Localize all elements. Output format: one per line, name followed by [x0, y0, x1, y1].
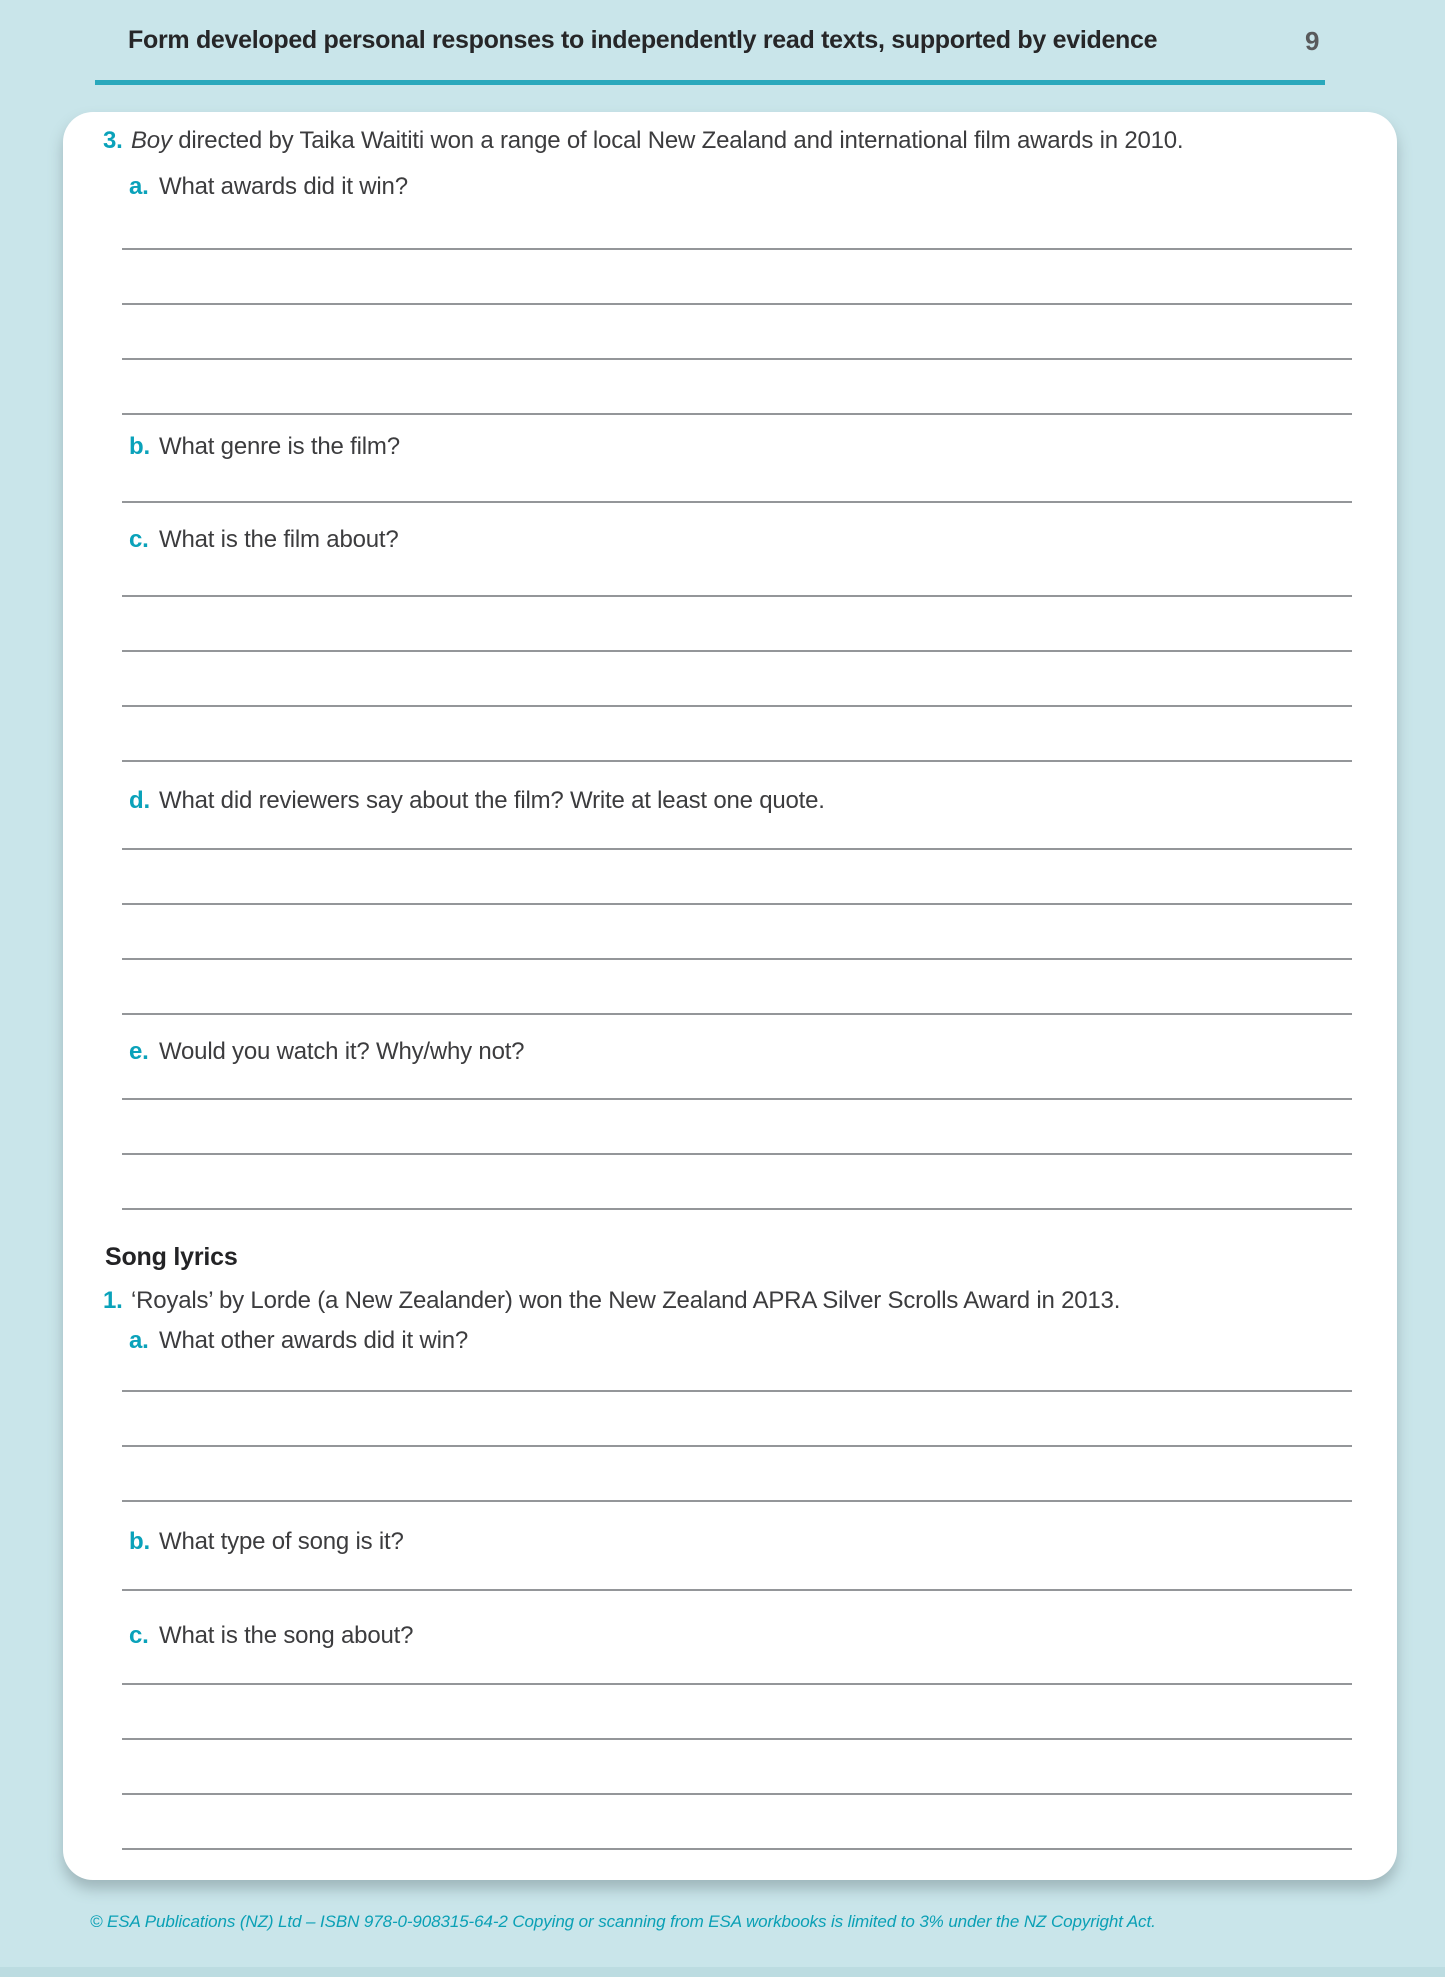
part-question: What genre is the film?	[159, 433, 400, 460]
part-question: What is the film about?	[159, 526, 399, 553]
answer-line	[122, 960, 1352, 1015]
question-1-intro	[103, 1284, 1120, 1318]
answer-line	[122, 1155, 1352, 1210]
header-rule	[95, 80, 1325, 85]
answer-line	[122, 652, 1352, 707]
section-heading-song-lyrics: Song lyrics	[105, 1243, 238, 1271]
page-number: 9	[1305, 26, 1320, 56]
answer-line	[122, 1447, 1352, 1502]
question-text: Boy directed by Taika Waititi won a range of local New Zealand and international film awards in 2010.	[131, 127, 1184, 154]
question-text: ‘Royals’ by Lorde (a New Zealander) won the New Zealand APRA Silver Scrolls Award in 2013.	[131, 1287, 1121, 1314]
part-label: a.	[129, 1327, 149, 1354]
page-title: Form developed personal responses to independently read texts, supported by evidence	[128, 26, 1158, 54]
part-label: d.	[129, 787, 150, 814]
part-question: Would you watch it? Why/why not?	[159, 1038, 525, 1065]
answer-line	[122, 850, 1352, 905]
answer-lines	[122, 1630, 1352, 1850]
question-1c	[129, 1619, 413, 1653]
part-question: What awards did it win?	[159, 173, 408, 200]
question-3e	[129, 1035, 524, 1069]
answer-line	[122, 597, 1352, 652]
answer-line	[122, 1392, 1352, 1447]
part-label: c.	[129, 526, 149, 553]
answer-line	[122, 1795, 1352, 1850]
question-3b	[129, 430, 400, 464]
footer-copyright-text: © ESA Publications (NZ) Ltd – ISBN 978-0-908315-64-2 Copying or scanning from ESA workbooks is limited to 3% under the NZ Copyright Act.	[90, 1912, 1156, 1931]
part-question: What type of song is it?	[159, 1528, 404, 1555]
question-number: 3.	[103, 127, 123, 154]
question-1a	[129, 1324, 468, 1358]
answer-line	[122, 305, 1352, 360]
question-3a	[129, 170, 408, 204]
answer-lines	[122, 795, 1352, 1015]
part-label: b.	[129, 1528, 150, 1555]
answer-lines	[122, 1337, 1352, 1502]
answer-line	[122, 360, 1352, 415]
answer-line	[122, 905, 1352, 960]
film-title-italic: Boy	[131, 127, 172, 154]
answer-lines	[122, 542, 1352, 762]
question-1b	[129, 1525, 404, 1559]
content-card	[63, 112, 1397, 1880]
answer-lines	[122, 195, 1352, 415]
part-label: e.	[129, 1038, 149, 1065]
part-question: What did reviewers say about the film? Write at least one quote.	[159, 787, 825, 814]
answer-line	[122, 1685, 1352, 1740]
part-question: What other awards did it win?	[159, 1327, 469, 1354]
question-3c	[129, 523, 399, 557]
part-label: b.	[129, 433, 150, 460]
part-question: What is the song about?	[159, 1622, 414, 1649]
part-label: a.	[129, 173, 149, 200]
question-3-intro	[103, 124, 1183, 158]
answer-line	[122, 1100, 1352, 1155]
answer-line	[122, 250, 1352, 305]
bottom-edge-strip	[0, 1967, 1445, 1977]
question-3d	[129, 784, 825, 818]
question-number: 1.	[103, 1287, 123, 1314]
answer-line	[122, 1740, 1352, 1795]
answer-lines	[122, 1045, 1352, 1210]
part-label: c.	[129, 1622, 149, 1649]
answer-line	[122, 707, 1352, 762]
